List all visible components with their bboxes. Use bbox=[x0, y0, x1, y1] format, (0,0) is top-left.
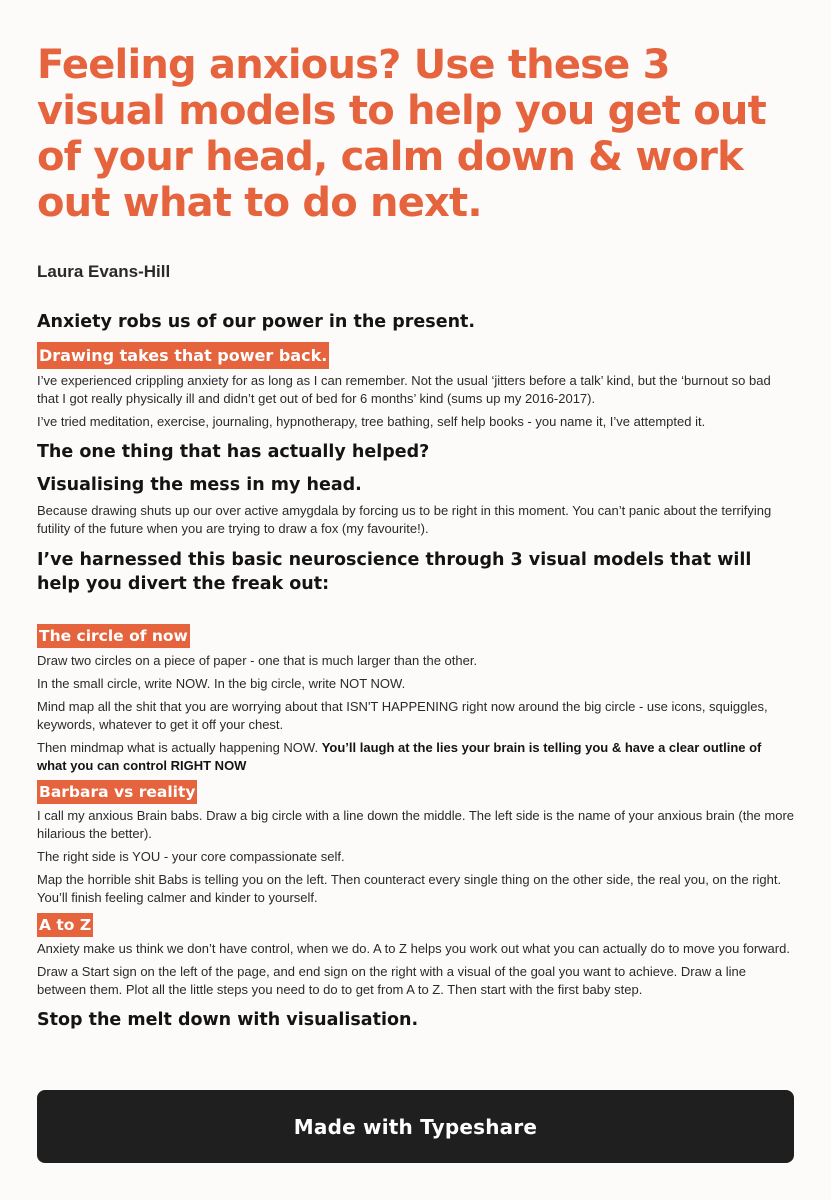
author-name: Laura Evans-Hill bbox=[37, 262, 171, 281]
atoz-paragraph-2: Draw a Start sign on the left of the page, and end sign on the right with a visual of the goal you want to achieve. Draw a line between them. Plot all the little steps you need to do to get from A to Z. Then start with the first baby step. bbox=[37, 964, 746, 997]
circle-paragraph-3: Mind map all the shit that you are worrying about that ISN'T HAPPENING right now around the big circle - use icons, squiggles, keywords, whatever to get it off your chest. bbox=[37, 699, 768, 732]
barbara-paragraph-1: I call my anxious Brain babs. Draw a big circle with a line down the middle. The left side is the name of your anxious brain (the more hilarious the better). bbox=[37, 808, 795, 841]
circle-paragraph-4-text: Then mindmap what is actually happening NOW. bbox=[37, 740, 322, 755]
intro-heading: Anxiety robs us of our power in the present. bbox=[37, 312, 476, 332]
barbara-paragraph-2: The right side is YOU - your core compassionate self. bbox=[37, 849, 345, 864]
model-title-barbara-vs-reality: Barbara vs reality bbox=[37, 780, 197, 804]
intro-highlight: Drawing takes that power back. bbox=[37, 342, 329, 369]
closing-heading: Stop the melt down with visualisation. bbox=[37, 1010, 419, 1030]
intro-paragraph-1: I’ve experienced crippling anxiety for as long as I can remember. Not the usual ‘jitters before a talk’ kind, but the ‘burnout so bad that I got really physically ill and didn’t get out of bed for 6 months’ kind (sums up my 2016-2017). bbox=[37, 373, 771, 406]
circle-paragraph-1: Draw two circles on a piece of paper - one that is much larger than the other. bbox=[37, 653, 478, 668]
answer-heading: Visualising the mess in my head. bbox=[37, 475, 362, 495]
intro-paragraph-2: I’ve tried meditation, exercise, journaling, hypnotherapy, tree bathing, self help books - you name it, I’ve attempted it. bbox=[37, 414, 706, 429]
model-barbara-vs-reality bbox=[37, 780, 794, 907]
intro-paragraph-3: Because drawing shuts up our over active amygdala by forcing us to be right in this moment. You can’t panic about the terrifying futility of the future when you are trying to draw a fox (my favourite!). bbox=[37, 503, 772, 536]
circle-paragraph-4-bold: You’ll laugh at the lies your brain is telling you & have a clear outline of what you can control RIGHT NOW bbox=[37, 740, 762, 773]
article-body bbox=[37, 311, 794, 1031]
barbara-paragraph-3: Map the horrible shit Babs is telling you on the left. Then counteract every single thing on the other side, the real you, on the right. You’ll finish feeling calmer and kinder to yourself. bbox=[37, 872, 782, 905]
model-circle-of-now bbox=[37, 624, 794, 775]
model-title-circle-of-now: The circle of now bbox=[37, 624, 190, 648]
atoz-paragraph-1: Anxiety make us think we don’t have control, when we do. A to Z helps you work out what you can actually do to move you forward. bbox=[37, 941, 790, 956]
models-lead-heading: I’ve harnessed this basic neuroscience through 3 visual models that will help you divert the freak out: bbox=[37, 550, 752, 594]
model-title-a-to-z: A to Z bbox=[37, 913, 93, 937]
circle-paragraph-2: In the small circle, write NOW. In the big circle, write NOT NOW. bbox=[37, 676, 406, 691]
model-a-to-z bbox=[37, 913, 794, 999]
made-with-typeshare-button[interactable]: Made with Typeshare bbox=[37, 1090, 794, 1163]
circle-paragraph-4 bbox=[37, 739, 794, 775]
question-heading: The one thing that has actually helped? bbox=[37, 442, 430, 462]
article-title: Feeling anxious? Use these 3 visual models to help you get out of your head, calm down & work out what to do next. bbox=[37, 42, 766, 226]
